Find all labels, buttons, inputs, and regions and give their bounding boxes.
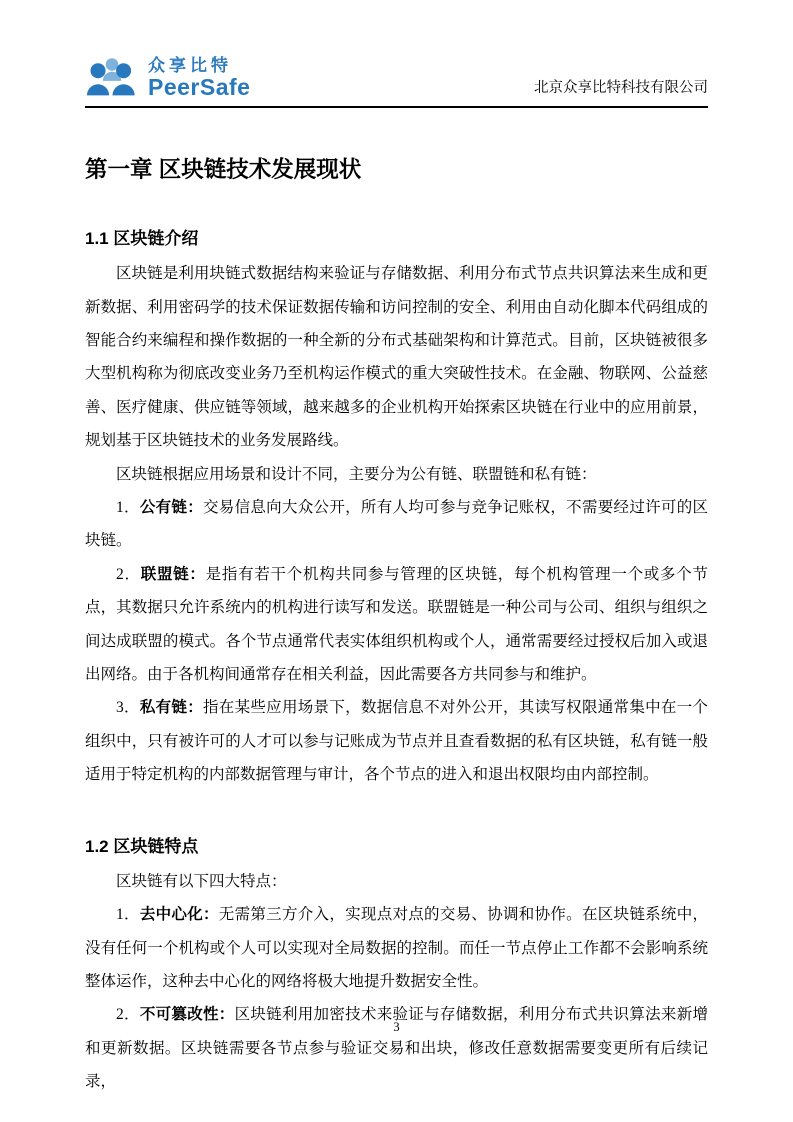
- chapter-title: 第一章 区块链技术发展现状: [85, 157, 362, 183]
- company-name: 北京众享比特科技有限公司: [534, 80, 708, 97]
- peersafe-logo: [85, 55, 250, 100]
- section-heading: 1.1 区块链介绍: [85, 229, 199, 249]
- text-run: 1．: [116, 499, 140, 517]
- document-body: [85, 152, 708, 1098]
- text-run: 区块链有以下四大特点：: [116, 872, 287, 890]
- section-heading: 1.2 区块链特点: [85, 836, 199, 856]
- text-run: 区块链利用加密技术来验证与存储数据，利用分布式共识算法来新增和更新数据。区块链需要各节点参与验证交易和出块，修改任意数据需要变更所有后续记录，: [85, 1006, 708, 1091]
- bold-term: 私有链：: [139, 699, 204, 717]
- text-run: 区块链是利用块链式数据结构来验证与存储数据、利用分布式节点共识算法来生成和更新数据、利用密码学的技术保证数据传输和访问控制的安全、利用由自动化脚本代码组成的智能合约来编程和操作数据的一种全新的分布式基础架构和计算范式。目前，区块链被很多大型机构称为彻底改变业务乃至机构运作模式的重大突破性技术。在金融、物联网、公益慈善、医疗健康、供应链等领域，越来越多的企业机构开始探索区块链在行业中的应用前景，规划基于区块链技术的业务发展路线。: [85, 265, 708, 450]
- logo-en-name: PeerSafe: [148, 74, 251, 101]
- header-rule: [85, 106, 708, 108]
- paragraph: [85, 691, 708, 791]
- page-footer: [0, 1018, 793, 1036]
- logo-cn-name: 众享比特: [148, 56, 232, 75]
- sections-container: [85, 224, 708, 1098]
- section: [85, 832, 708, 1099]
- paragraph: [85, 998, 708, 1098]
- section: [85, 224, 708, 792]
- text-run: 2．: [116, 565, 141, 583]
- text-run: 指在某些应用场景下，数据信息不对外公开，其读写权限通常集中在一个组织中，只有被许可的人才可以参与记账成为节点并且查看数据的私有区块链，私有链一般适用于特定机构的内部数据管理与审计，各个节点的进入和退出权限均由内部控制。: [85, 699, 708, 784]
- bold-term: 公有链：: [139, 499, 204, 517]
- text-run: 1．: [116, 906, 140, 924]
- paragraph: [85, 558, 708, 692]
- text-run: 无需第三方介入，实现点对点的交易、协调和协作。在区块链系统中，没有任何一个机构或个人可以实现对全局数据的控制。而任一节点停止工作都不会影响系统整体运作，这种去中心化的网络将极大地提升数据安全性。: [85, 906, 708, 990]
- text-run: 2．: [116, 1006, 140, 1024]
- paragraph: [85, 898, 708, 998]
- bold-term: 去中心化：: [139, 906, 219, 924]
- page-number: 3: [393, 1020, 400, 1034]
- page-header: [85, 55, 708, 100]
- text-run: 区块链根据应用场景和设计不同，主要分为公有链、联盟链和私有链：: [116, 465, 597, 483]
- text-run: 是指有若干个机构共同参与管理的区块链，每个机构管理一个或多个节点，其数据只允许系统内的机构进行读写和发送。联盟链是一种公司与公司、组织与组织之间达成联盟的模式。各个节点通常代表实体组织机构或个人，通常需要经过授权后加入或退出网络。由于各机构间通常存在相关利益，因此需要各方共同参与和维护。: [85, 565, 708, 684]
- bold-term: 联盟链：: [140, 565, 206, 583]
- paragraph: [85, 491, 708, 558]
- people-group-icon: [85, 55, 139, 99]
- text-run: 3．: [116, 699, 140, 717]
- paragraph: [85, 257, 708, 457]
- paragraph: [85, 458, 708, 491]
- text-run: 交易信息向大众公开，所有人均可参与竞争记账权，不需要经过许可的区块链。: [85, 499, 708, 550]
- logo-text: [148, 55, 250, 100]
- bold-term: 不可篡改性：: [139, 1006, 235, 1024]
- paragraph: [85, 865, 708, 898]
